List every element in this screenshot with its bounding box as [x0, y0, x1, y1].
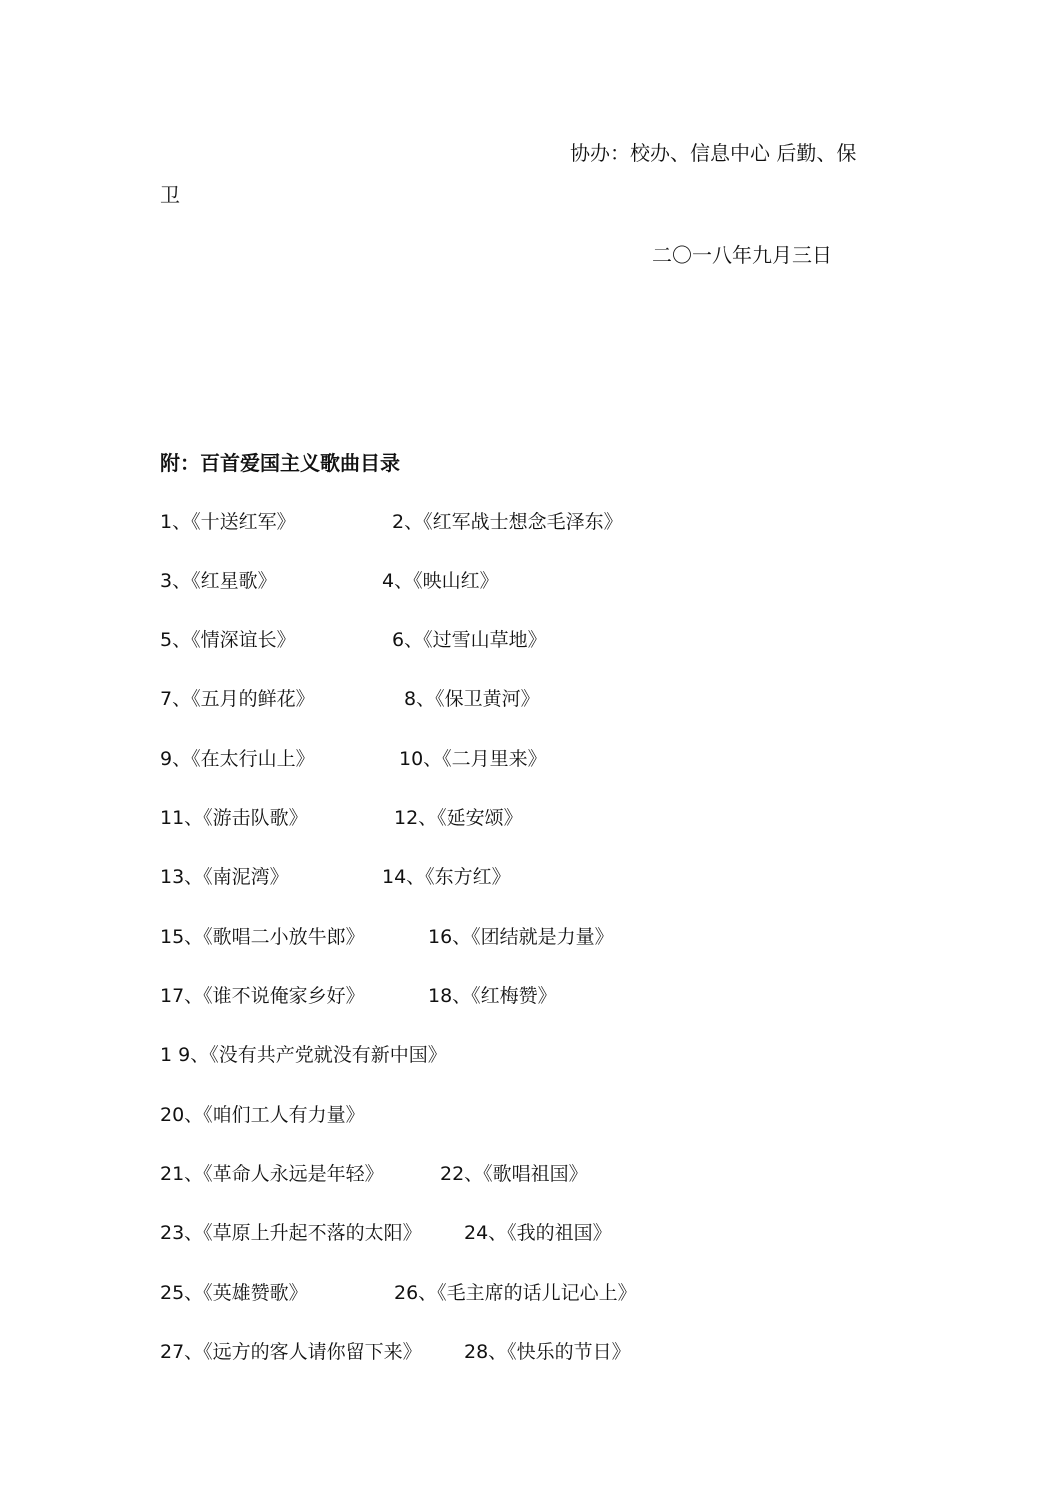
- song-item: 16、《团结就是力量》: [428, 926, 614, 948]
- song-item: 24、《我的祖国》: [464, 1222, 612, 1244]
- song-item: 11、《游击队歌》: [160, 807, 308, 829]
- song-item: 21、《革命人永远是年轻》: [160, 1163, 384, 1185]
- song-item: 15、《歌唱二小放牛郎》: [160, 926, 365, 948]
- song-item: 1 9、《没有共产党就没有新中国》: [160, 1044, 447, 1066]
- song-item: 9、《在太行山上》: [160, 748, 315, 770]
- song-item: 27、《远方的客人请你留下来》: [160, 1341, 422, 1363]
- song-item: 23、《草原上升起不落的太阳》: [160, 1222, 422, 1244]
- song-item: 26、《毛主席的话儿记心上》: [394, 1282, 637, 1304]
- assist-line-continued: 卫: [160, 183, 180, 207]
- song-item: 4、《映山红》: [382, 570, 499, 592]
- song-item: 28、《快乐的节日》: [464, 1341, 631, 1363]
- song-item: 3、《红星歌》: [160, 570, 277, 592]
- song-item: 18、《红梅赞》: [428, 985, 557, 1007]
- song-item: 14、《东方红》: [382, 866, 511, 888]
- song-item: 7、《五月的鲜花》: [160, 688, 315, 710]
- assist-line: 协办：校办、信息中心 后勤、保: [570, 141, 857, 165]
- song-item: 5、《情深谊长》: [160, 629, 296, 651]
- song-item: 8、《保卫黄河》: [404, 688, 540, 710]
- song-item: 1、《十送红军》: [160, 511, 296, 533]
- song-item: 12、《延安颂》: [394, 807, 523, 829]
- song-item: 13、《南泥湾》: [160, 866, 289, 888]
- song-item: 25、《英雄赞歌》: [160, 1282, 308, 1304]
- song-item: 10、《二月里来》: [399, 748, 547, 770]
- song-item: 6、《过雪山草地》: [392, 629, 547, 651]
- song-item: 17、《谁不说俺家乡好》: [160, 985, 365, 1007]
- song-item: 20、《咱们工人有力量》: [160, 1104, 365, 1126]
- document-date: 二〇一八年九月三日: [652, 243, 832, 267]
- song-item: 22、《歌唱祖国》: [440, 1163, 588, 1185]
- song-item: 2、《红军战士想念毛泽东》: [392, 511, 623, 533]
- appendix-title: 附：百首爱国主义歌曲目录: [160, 451, 400, 475]
